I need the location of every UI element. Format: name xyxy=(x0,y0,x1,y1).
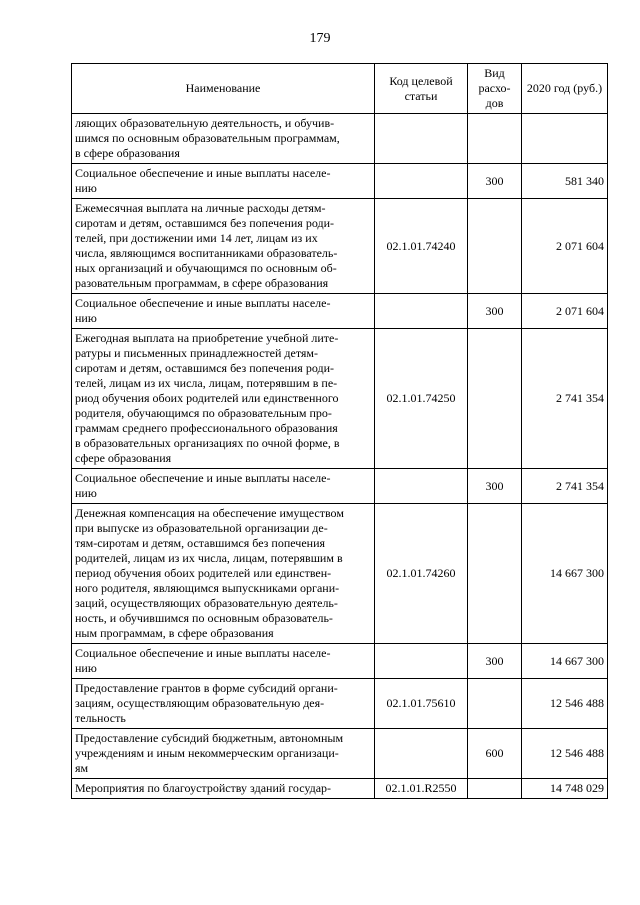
row-name-cell xyxy=(72,779,375,799)
row-type-cell: 600 xyxy=(468,729,522,779)
row-name-line: нию xyxy=(75,181,97,195)
row-code-cell xyxy=(375,729,468,779)
table-row xyxy=(72,329,608,469)
row-code-cell xyxy=(375,294,468,329)
row-name-cell xyxy=(72,199,375,294)
row-name-line: ям xyxy=(75,761,89,775)
row-name-line: Предоставление грантов в форме субсидий органи- xyxy=(75,681,338,695)
row-name-line: Социальное обеспечение и иные выплаты населе- xyxy=(75,296,331,310)
row-name-line: сфере образования xyxy=(75,451,172,465)
row-name-line: Социальное обеспечение и иные выплаты населе- xyxy=(75,166,331,180)
row-type-cell: 300 xyxy=(468,644,522,679)
row-name-cell xyxy=(72,294,375,329)
row-sum-cell: 581 340 xyxy=(522,164,608,199)
row-name-line: при выпуске из образовательной организации де- xyxy=(75,521,328,535)
row-name-line: заций, осуществляющих образовательную деятель- xyxy=(75,596,338,610)
row-name-cell xyxy=(72,469,375,504)
row-name-line: сиротам и детям, оставшимся без попечения роди- xyxy=(75,216,334,230)
row-name-line: числа, являющимся воспитанниками образователь- xyxy=(75,246,338,260)
header-name: Наименование xyxy=(72,64,375,114)
row-name-line: тельность xyxy=(75,711,126,725)
row-name-line: учреждениям и иным некоммерческим организаци- xyxy=(75,746,339,760)
row-name-line: Предоставление субсидий бюджетным, автономным xyxy=(75,731,344,745)
row-name-line: разовательным программам, в сфере образования xyxy=(75,276,329,290)
row-sum-cell: 12 546 488 xyxy=(522,679,608,729)
row-name-line: шимся по основным образовательным программам, xyxy=(75,131,340,145)
row-name-line: в сфере образования xyxy=(75,146,180,160)
row-type-cell xyxy=(468,779,522,799)
table-row xyxy=(72,679,608,729)
row-type-cell xyxy=(468,504,522,644)
row-sum-cell: 14 748 029 xyxy=(522,779,608,799)
row-sum-cell: 14 667 300 xyxy=(522,504,608,644)
row-sum-cell: 14 667 300 xyxy=(522,644,608,679)
row-type-cell: 300 xyxy=(468,164,522,199)
row-code-cell: 02.1.01.R2550 xyxy=(375,779,468,799)
table-header-row xyxy=(72,64,608,114)
row-sum-cell: 2 741 354 xyxy=(522,329,608,469)
budget-table xyxy=(71,63,608,799)
row-name-line: нию xyxy=(75,311,97,325)
row-name-cell xyxy=(72,644,375,679)
row-name-line: ность, и обучившимся по основным образователь- xyxy=(75,611,333,625)
row-code-cell xyxy=(375,469,468,504)
row-name-cell xyxy=(72,164,375,199)
row-name-line: телей, лицам из их числа, лицам, потерявшим в пе- xyxy=(75,376,338,390)
table-row xyxy=(72,469,608,504)
row-type-cell xyxy=(468,114,522,164)
header-type: Вид расхо-дов xyxy=(468,64,522,114)
row-sum-cell xyxy=(522,114,608,164)
row-code-cell: 02.1.01.74250 xyxy=(375,329,468,469)
row-code-cell xyxy=(375,164,468,199)
table-row xyxy=(72,644,608,679)
row-name-line: в образовательных организациях по очной форме, в xyxy=(75,436,340,450)
row-name-line: ляющих образовательную деятельность, и обучив- xyxy=(75,116,335,130)
row-name-line: нию xyxy=(75,661,97,675)
row-name-line: граммам среднего профессионального образования xyxy=(75,421,338,435)
row-name-line: Денежная компенсация на обеспечение имуществом xyxy=(75,506,344,520)
table-row xyxy=(72,729,608,779)
row-name-line: телей, при достижении ими 14 лет, лицам из их xyxy=(75,231,318,245)
row-name-cell xyxy=(72,729,375,779)
row-name-line: Ежемесячная выплата на личные расходы детям- xyxy=(75,201,326,215)
row-name-line: сиротам и детям, оставшимся без попечения роди- xyxy=(75,361,334,375)
row-name-cell xyxy=(72,114,375,164)
row-sum-cell: 2 071 604 xyxy=(522,294,608,329)
row-code-cell xyxy=(375,114,468,164)
row-code-cell: 02.1.01.75610 xyxy=(375,679,468,729)
row-name-cell xyxy=(72,679,375,729)
table-row xyxy=(72,779,608,799)
row-name-line: ных организаций и обучающимся по основным об- xyxy=(75,261,337,275)
table-row xyxy=(72,164,608,199)
row-code-cell: 02.1.01.74240 xyxy=(375,199,468,294)
row-name-line: ного родителя, являющимся выпускниками органи- xyxy=(75,581,340,595)
row-name-line: нию xyxy=(75,486,97,500)
row-type-cell: 300 xyxy=(468,469,522,504)
row-type-cell xyxy=(468,329,522,469)
page-number: 179 xyxy=(309,31,331,46)
table-row xyxy=(72,114,608,164)
table-row xyxy=(72,294,608,329)
table-body xyxy=(72,114,608,799)
row-name-cell xyxy=(72,329,375,469)
row-type-cell xyxy=(468,679,522,729)
row-sum-cell: 12 546 488 xyxy=(522,729,608,779)
row-sum-cell: 2 741 354 xyxy=(522,469,608,504)
row-name-line: ратуры и письменных принадлежностей детям- xyxy=(75,346,319,360)
row-name-line: период обучения обоих родителей или единствен- xyxy=(75,566,332,580)
row-name-line: родителей, лицам из их числа, лицам, потерявшим в xyxy=(75,551,343,565)
table-row xyxy=(72,504,608,644)
row-name-line: риод обучения обоих родителей или единственного xyxy=(75,391,339,405)
row-name-cell xyxy=(72,504,375,644)
row-type-cell: 300 xyxy=(468,294,522,329)
row-name-line: тям-сиротам и детям, оставшимся без попечения xyxy=(75,536,326,550)
table-row xyxy=(72,199,608,294)
header-sum: 2020 год (руб.) xyxy=(522,64,608,114)
row-name-line: родителя, обучающимся по образовательным про- xyxy=(75,406,332,420)
row-name-line: Мероприятия по благоустройству зданий государ- xyxy=(75,781,332,795)
header-code: Код целевой статьи xyxy=(375,64,468,114)
row-code-cell: 02.1.01.74260 xyxy=(375,504,468,644)
row-code-cell xyxy=(375,644,468,679)
row-name-line: зациям, осуществляющим образовательную дея- xyxy=(75,696,325,710)
row-name-line: Ежегодная выплата на приобретение учебной лите- xyxy=(75,331,339,345)
row-type-cell xyxy=(468,199,522,294)
row-name-line: ным программам, в сфере образования xyxy=(75,626,274,640)
row-sum-cell: 2 071 604 xyxy=(522,199,608,294)
row-name-line: Социальное обеспечение и иные выплаты населе- xyxy=(75,646,331,660)
row-name-line: Социальное обеспечение и иные выплаты населе- xyxy=(75,471,331,485)
